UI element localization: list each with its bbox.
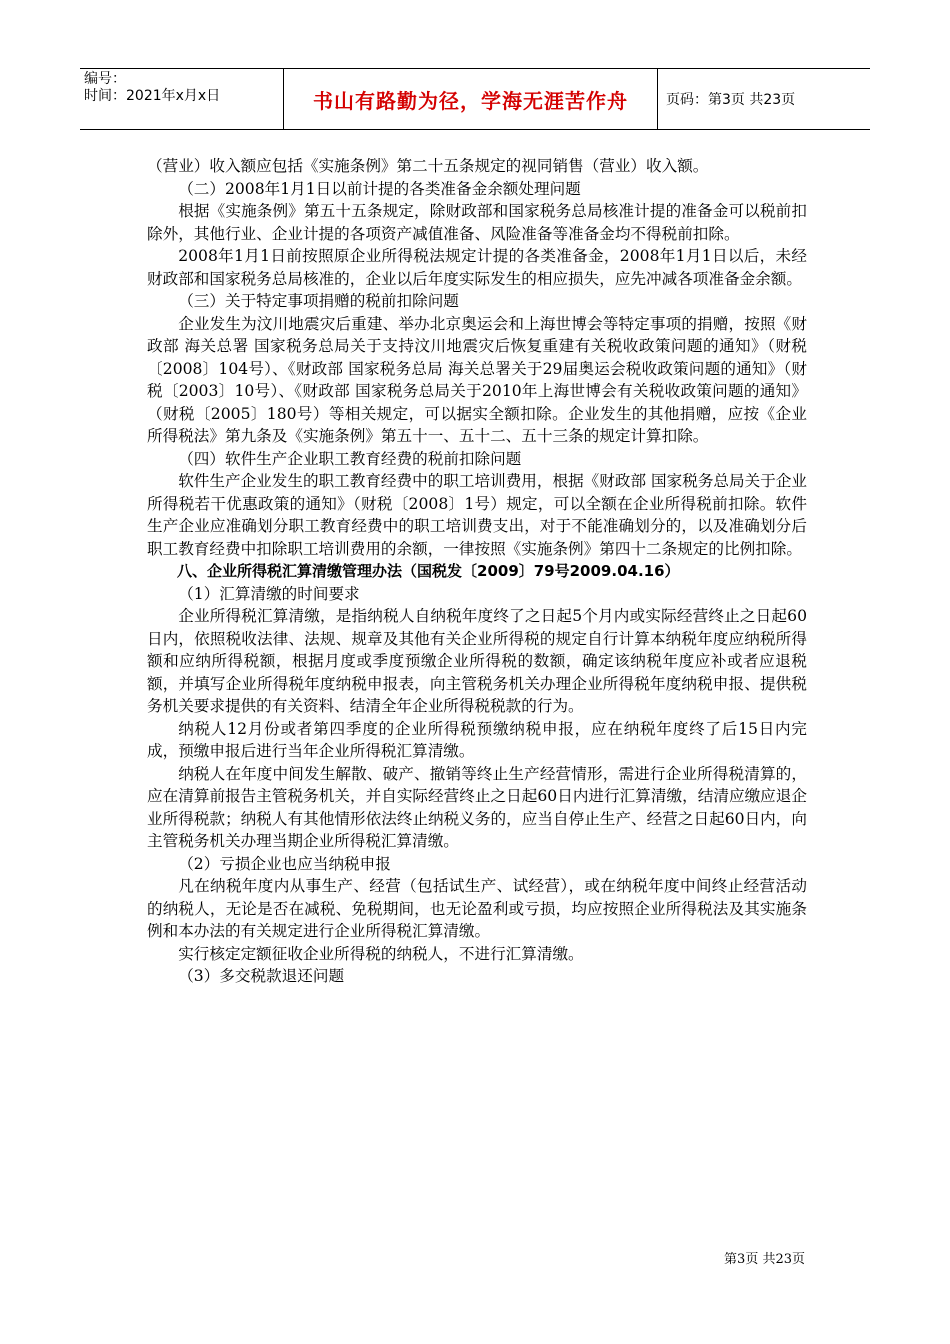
header-motto: 书山有路勤为径，学海无涯苦作舟 <box>284 69 658 129</box>
paragraph: （营业）收入额应包括《实施条例》第二十五条规定的视同销售（营业）收入额。 <box>147 157 709 175</box>
paragraph: 企业所得税汇算清缴，是指纳税人自纳税年度终了之日起5个月内或实际经营终止之日起60日内，依照税收法律、法规、规章及其他有关企业所得税的规定自行计算本纳税年度应纳税所得额和应纳所得税额，根据月度或季度预缴企业所得税的数额，确定该纳税年度应补或者应退税额，并填写企业所得税年度纳税申报表，向主管税务机关办理企业所得税年度纳税申报、提供税务机关要求提供的有关资料、结清全年企业所得税税款的行为。 <box>147 607 807 715</box>
section-subheading: （四）软件生产企业职工教育经费的税前扣除问题 <box>178 449 522 468</box>
section-heading: 八、企业所得税汇算清缴管理办法（国税发〔2009〕79号2009.04.16） <box>177 562 680 580</box>
paragraph: 根据《实施条例》第五十五条规定，除财政部和国家税务总局核准计提的准备金可以税前扣除外，其他行业、企业计提的各项资产减值准备、风险准备等准备金均不得税前扣除。 <box>147 202 807 243</box>
paragraph: 凡在纳税年度内从事生产、经营（包括试生产、试经营），或在纳税年度中间终止经营活动的纳税人，无论是否在减税、免税期间，也无论盈利或亏损，均应按照企业所得税法及其实施条例和本办法的有关规定进行企业所得税汇算清缴。 <box>147 877 807 940</box>
paragraph: 2008年1月1日前按照原企业所得税法规定计提的各类准备金，2008年1月1日以后，未经财政部和国家税务总局核准的，企业以后年度实际发生的相应损失，应先冲减各项准备金余额。 <box>147 247 807 288</box>
paragraph: 软件生产企业发生的职工教育经费中的职工培训费用，根据《财政部 国家税务总局关于企业所得税若干优惠政策的通知》（财税〔2008〕1号）规定，可以全额在企业所得税前扣除。软件生产企业应准确划分职工教育经费中的职工培训费支出，对于不能准确划分的，以及准确划分后职工教育经费中扣除职工培训费用的余额，一律按照《实施条例》第四十二条规定的比例扣除。 <box>147 472 807 558</box>
section-subheading: （1）汇算清缴的时间要求 <box>178 584 360 603</box>
paragraph: 纳税人在年度中间发生解散、破产、撤销等终止生产经营情形，需进行企业所得税清算的，应在清算前报告主管税务机关，并自实际经营终止之日起60日内进行汇算清缴，结清应缴应退企业所得税款；纳税人有其他情形依法终止纳税义务的，应当自停止生产、经营之日起60日内，向主管税务机关办理当期企业所得税汇算清缴。 <box>147 764 807 850</box>
header-time-label: 时间：2021年x月x日 <box>84 88 221 104</box>
section-subheading: （3）多交税款退还问题 <box>178 967 345 985</box>
header-page-info: 页码：第3页 共23页 <box>666 92 796 108</box>
paragraph: 纳税人12月份或者第四季度的企业所得税预缴纳税申报，应在纳税年度终了后15日内完成，预缴申报后进行当年企业所得税汇算清缴。 <box>147 719 807 760</box>
header-meta <box>80 69 284 129</box>
paragraph: 实行核定定额征收企业所得税的纳税人，不进行汇算清缴。 <box>178 944 584 963</box>
page-footer: 第3页 共23页 <box>724 1252 805 1267</box>
document-body <box>147 155 807 988</box>
section-subheading: （二）2008年1月1日以前计提的各类准备金余额处理问题 <box>178 179 581 198</box>
section-subheading: （2）亏损企业也应当纳税申报 <box>178 854 391 873</box>
section-subheading: （三）关于特定事项捐赠的税前扣除问题 <box>178 292 459 310</box>
paragraph: 企业发生为汶川地震灾后重建、举办北京奥运会和上海世博会等特定事项的捐赠，按照《财政部 海关总署 国家税务总局关于支持汶川地震灾后恢复重建有关税收政策问题的通知》（财税〔2008〕104号）、《财政部 国家税务总局 海关总署关于29届奥运会税收政策问题的通知》（财税〔2003〕10号）、《财政部 国家税务总局关于2010年上海世博会有关税收政策问题的通知》（财税〔2005〕180号）等相关规定，可以据实全额扣除。企业发生的其他捐赠，应按《企业所得税法》第九条及《实施条例》第五十一、五十二、五十三条的规定计算扣除。 <box>147 314 807 445</box>
header-number-label: 编号： <box>84 71 126 87</box>
page-header <box>80 68 870 130</box>
